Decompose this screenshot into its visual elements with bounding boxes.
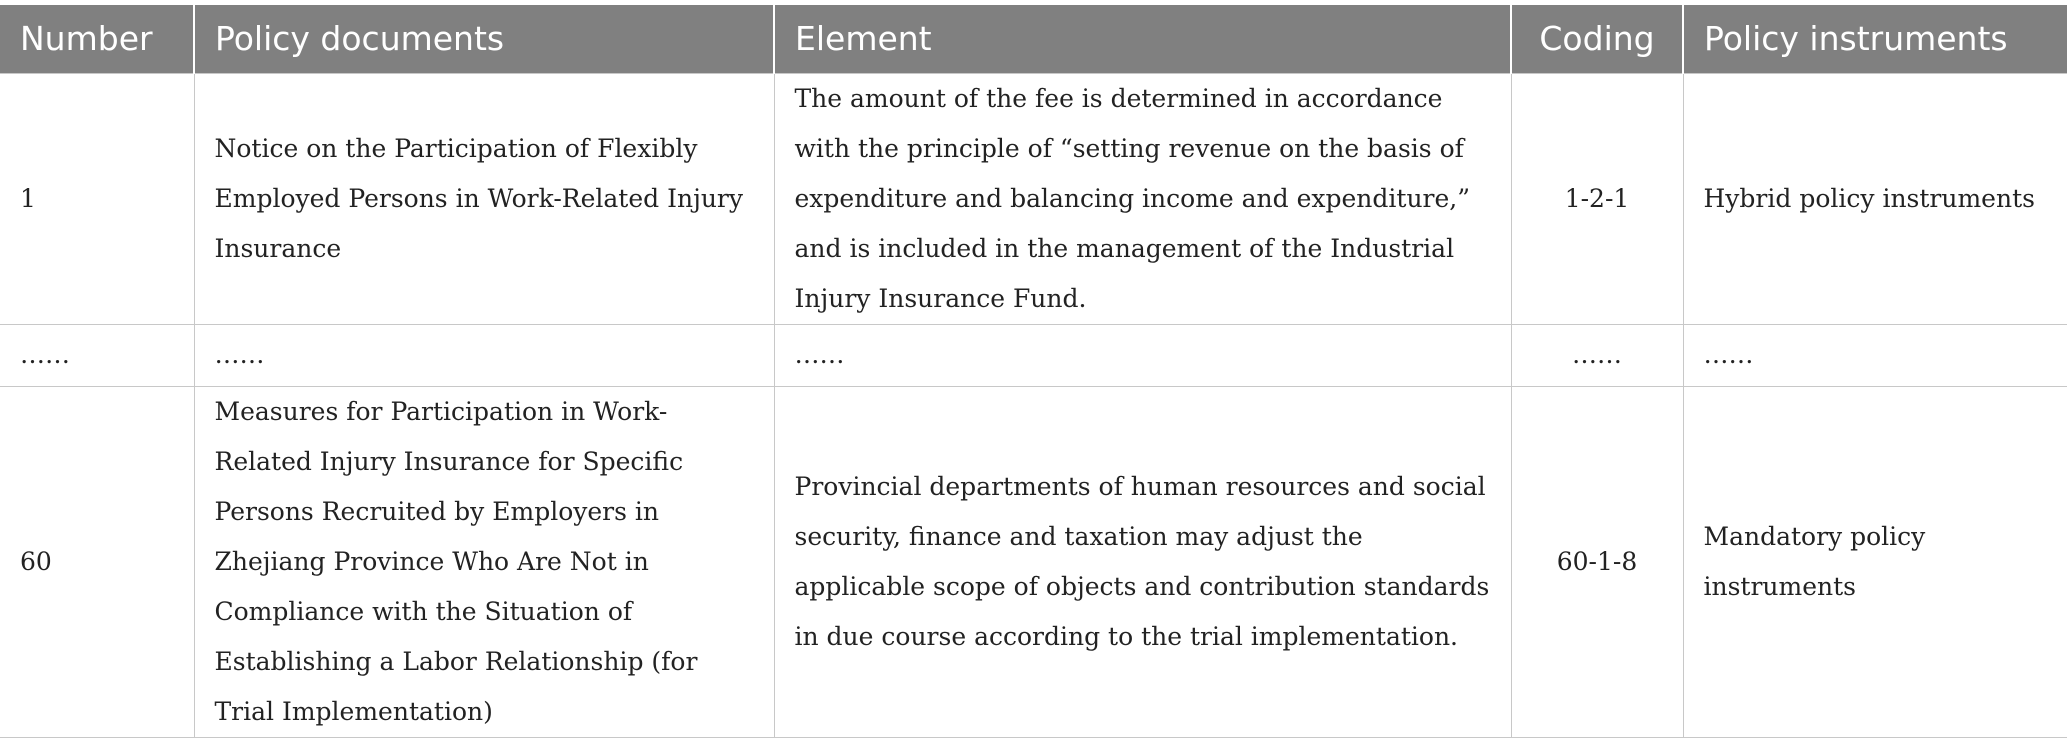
header-policy-instruments: Policy instruments [1683,5,2067,73]
cell-element: …… [774,324,1511,386]
header-element: Element [774,5,1511,73]
cell-element: Provincial departments of human resources and social security, finance and taxation may adjust the applicable scope of objects and contribution standards in due course according to the trial implementation. [774,386,1511,737]
cell-coding: 60-1-8 [1511,386,1683,737]
cell-instrument: Mandatory policy instruments [1683,386,2067,737]
cell-number: …… [0,324,194,386]
cell-coding: 1-2-1 [1511,73,1683,324]
header-policy-documents: Policy documents [194,5,774,73]
header-coding: Coding [1511,5,1683,73]
cell-instrument: Hybrid policy instruments [1683,73,2067,324]
cell-number: 60 [0,386,194,737]
cell-document: Measures for Participation in Work-Related Injury Insurance for Specific Persons Recruited by Employers in Zhejiang Province Who Are Not in Compliance with the Situation of Establishing a Labor Relationship (for Trial Implementation) [194,386,774,737]
table-header [0,5,2067,73]
header-row [0,5,2067,73]
header-number: Number [0,5,194,73]
cell-number: 1 [0,73,194,324]
policy-table [0,5,2067,738]
table-body [0,73,2067,737]
cell-document: Notice on the Participation of Flexibly Employed Persons in Work-Related Injury Insurance [194,73,774,324]
table-row [0,73,2067,324]
table-row [0,324,2067,386]
cell-document: …… [194,324,774,386]
table-row [0,386,2067,737]
cell-element: The amount of the fee is determined in accordance with the principle of “setting revenue on the basis of expenditure and balancing income and expenditure,” and is included in the management of the Industrial Injury Insurance Fund. [774,73,1511,324]
cell-instrument: …… [1683,324,2067,386]
cell-coding: …… [1511,324,1683,386]
